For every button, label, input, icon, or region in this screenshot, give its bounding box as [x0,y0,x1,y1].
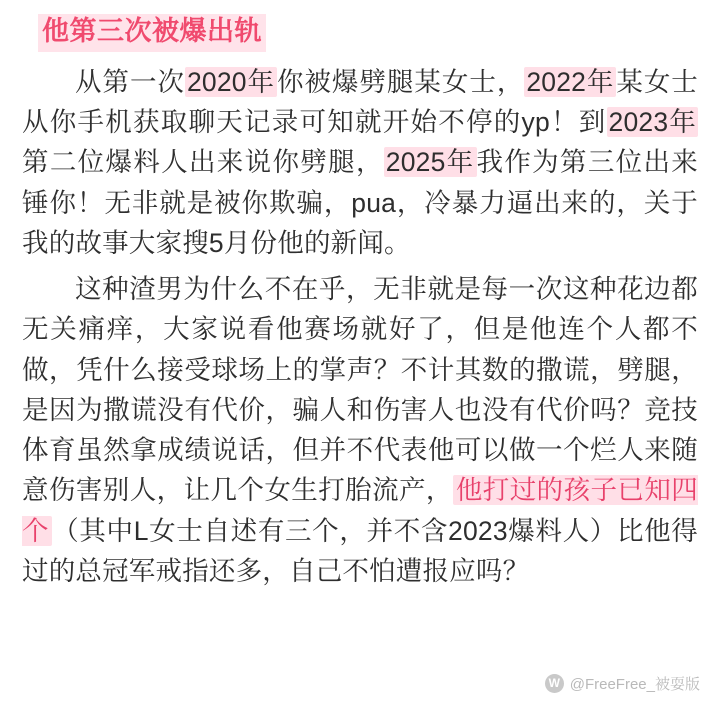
watermark-label: @FreeFree_被耍版 [569,676,700,693]
watermark [545,673,700,694]
page-title: 他第三次被爆出轨 [38,14,266,52]
paragraph-2 [22,269,698,591]
text-run: 我作为第三位出来锤你！无非就是被你欺骗，pua，冷暴力逼出来的，关于我的故事大家搜5月份他的新闻。 [22,147,698,258]
highlighted-text: 2022年 [526,66,615,97]
weibo-icon: W [545,674,564,693]
document-body [22,62,698,591]
text-run: 你被爆劈腿某女士， [276,66,525,97]
text-run: （其中L女士自述有三个，并不含2023爆料人）比他得过的总冠军戒指还多，自己不怕遭报应吗？ [22,515,699,586]
text-run: 第二位爆料人出来说你劈腿， [22,147,384,178]
highlighted-text: 2020年 [186,66,275,97]
highlighted-text: 他打过的孩子已知四个 [22,475,698,546]
text-run: 某女士从你手机获取聊天记录可知就开始不停的yp！到 [22,66,699,138]
highlighted-text: 2025年 [385,147,475,178]
highlighted-text: 2023年 [608,107,697,138]
text-run: 这种渣男为什么不在乎，无非就是每一次这种花边都无关痛痒，大家说看他赛场就好了，但是他连个人都不做，凭什么接受球场上的掌声？不计其数的撒谎，劈腿，是因为撒谎没有代价，骗人和伤害人也没有代价吗？竞技体育虽然拿成绩说话，但并不代表他可以做一个烂人来随意伤害别人，让几个女生打胎流产， [22,274,698,506]
paragraph-1 [22,62,698,263]
text-run: 从第一次 [75,66,185,97]
